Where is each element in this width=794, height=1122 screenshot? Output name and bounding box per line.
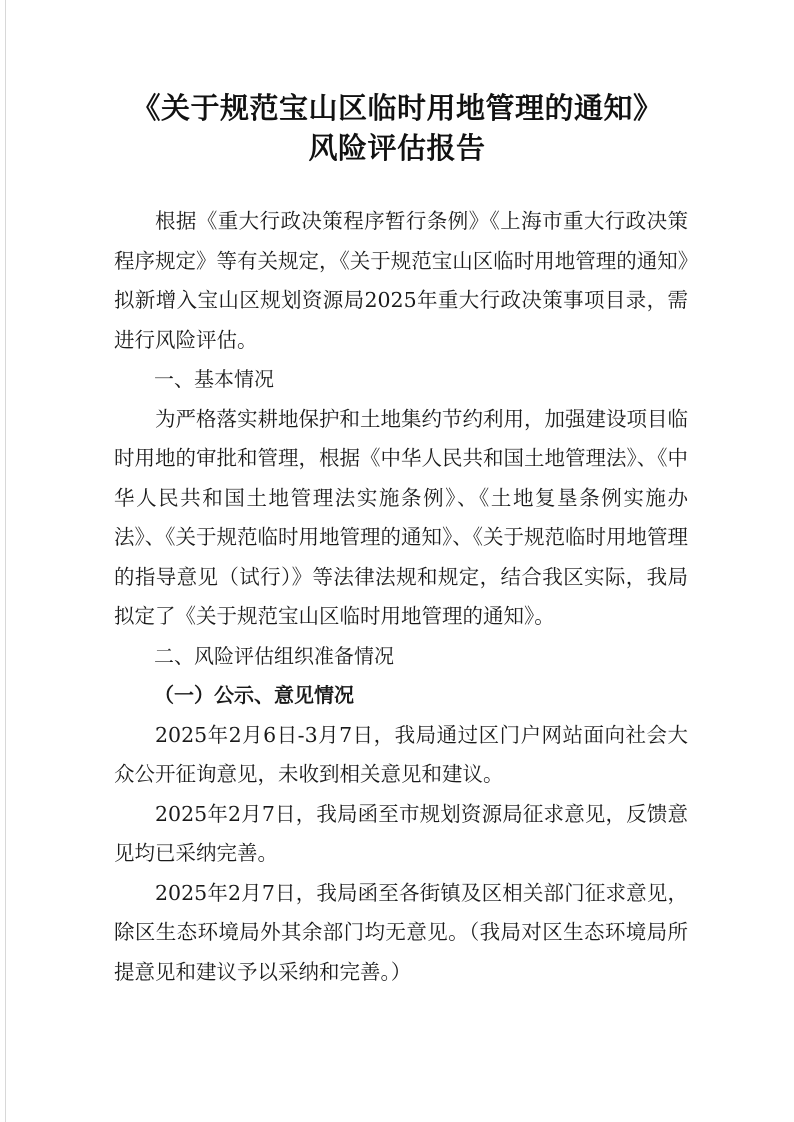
intro-paragraph: 根据《重大行政决策程序暂行条例》《上海市重大行政决策程序规定》等有关规定，《关于规范宝山区临时用地管理的通知》拟新增入宝山区规划资源局2025年重大行政决策事项目录，需进行风险评估。 (114, 209, 688, 352)
document-body (114, 202, 688, 992)
document-title-line-1: 《关于规范宝山区临时用地管理的通知》 (131, 91, 663, 125)
district-departments-consultation-paragraph: 2025年2月7日，我局函至各街镇及区相关部门征求意见，除区生态环境局外其余部门均无意见。（我局对区生态环境局所提意见和建议予以采纳和完善。） (114, 880, 688, 984)
subsection-heading-publicity-opinions: （一）公示、意见情况 (154, 683, 354, 707)
section-heading-risk-assessment-preparation: 二、风险评估组织准备情况 (154, 643, 394, 668)
page-edge-line (5, 0, 6, 1122)
basic-situation-paragraph: 为严格落实耕地保护和土地集约节约利用，加强建设项目临时用地的审批和管理，根据《中华人民共和国土地管理法》、《中华人民共和国土地管理法实施条例》、《土地复垦条例实施办法》、《关于规范临时用地管理的通知》、《关于规范临时用地管理的指导意见（试行）》等法律法规和规定，结合我区实际，我局拟定了《关于规范宝山区临时用地管理的通知》。 (114, 406, 688, 628)
document-title-line-2: 风险评估报告 (308, 131, 486, 165)
city-bureau-consultation-paragraph: 2025年2月7日，我局函至市规划资源局征求意见，反馈意见均已采纳完善。 (114, 801, 688, 865)
section-heading-basic-situation: 一、基本情况 (154, 367, 274, 391)
public-consultation-paragraph: 2025年2月6日-3月7日，我局通过区门户网站面向社会大众公开征询意见，未收到相关意见和建议。 (114, 722, 688, 786)
